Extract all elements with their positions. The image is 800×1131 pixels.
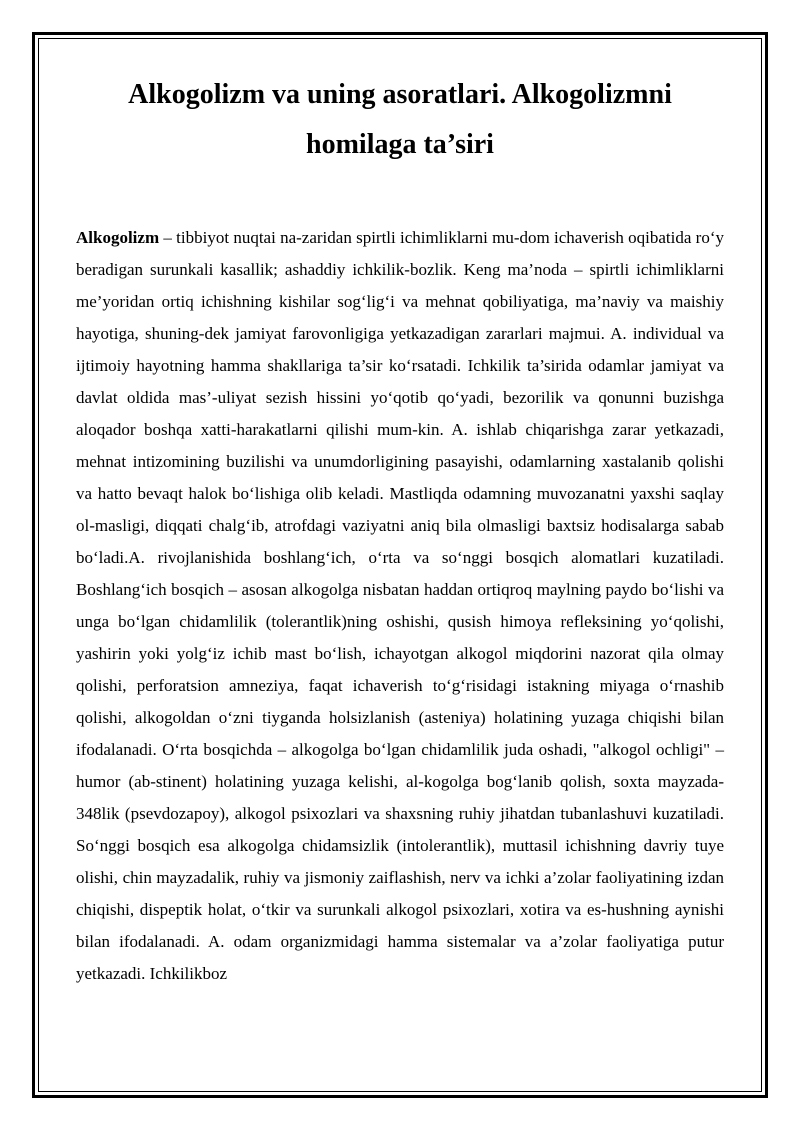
defined-term: Alkogolizm [76, 228, 160, 247]
title-line-2: homilaga ta’siri [306, 129, 494, 160]
body-text: – tibbiyot nuqtai na-zaridan spirtli ichimliklarni mu-dom ichaverish oqibatida ro‘y beradigan surunkali kasallik; ashaddiy ichkilik-bozlik. Keng ma’noda – spirtli ichimliklarni me’yoridan ortiq ichishning kishilar sog‘lig‘i va mehnat qobiliyatiga, ma’naviy va maishiy hayotiga, shuning-dek jamiyat farovonligiga yetkazadigan zararlari majmui. A. individual va ijtimoiy hayotning hamma shakllariga ta’sir ko‘rsatadi. Ichkilik ta’sirida odamlar jamiyat va davlat oldida mas’-uliyat sezish hissini yo‘qotib qo‘yadi, bezorilik va qonunni buzishga aloqador boshqa xatti-harakatlarni qilishi mum-kin. A. ishlab chiqarishga zarar yetkazadi, mehnat intizomining buzilishi va unumdorligining pasayishi, odamlarning xastalanib qolishi va hatto bevaqt halok bo‘lishiga olib keladi. Mastliqda odamning muvozanatni yaxshi saqlay ol-masligi, diqqati chalg‘ib, atrofdagi vaziyatni aniq bila olmasligi baxtsiz hodisalarga sabab bo‘ladi.A. rivojlanishida boshlang‘ich, o‘rta va so‘nggi bosqich alomatlari kuzatiladi. Boshlang‘ich bosqich – asosan alkogolga nisbatan haddan ortiqroq maylning paydo bo‘lishi va unga bo‘lgan chidamlilik (tolerantlik)ning oshishi, qusish himoya refleksining yo‘qolishi, yashirin yoki yolg‘iz ichib mast bo‘lish, ichayotgan alkogol miqdorini nazorat qila olmay qolishi, perforatsion amneziya, faqat ichaverish to‘g‘risidagi istakning miyaga o‘rnashib qolishi, alkogoldan o‘zni tiyganda holsizlanish (asteniya) holatining yuzaga chiqishi bilan ifodalanadi. O‘rta bosqichda – alkogolga bo‘lgan chidamlilik juda oshadi, "alkogol ochligi" – humor (ab-stinent) holatining yuzaga kelishi, al-kogolga bog‘lanib qolish, soxta mayzada-348lik (psevdozapoy), alkogol psixozlari va shaxsning ruhiy jihatdan tubanlashuvi kuzatiladi. So‘nggi bosqich esa alkogolga chidamsizlik (intolerantlik), muttasil ichishning davriy tuye olishi, chin mayzadalik, ruhiy va jismoniy zaiflashish, nerv va ichki a’zolar faoliyatining izdan chiqishi, dispeptik holat, o‘tkir va surunkali alkogol psixozlari, xotira va es-hushning aynishi bilan ifodalanadi. A. odam organizmidagi hamma sistemalar va a’zolar faoliyatiga putur yetkazadi. Ichkilikboz [76, 228, 724, 983]
title-line-1: Alkogolizm va uning asoratlari. Alkogolizmni [128, 79, 672, 110]
document-title [76, 70, 724, 170]
body-paragraph [76, 222, 724, 990]
document-content [76, 70, 724, 990]
